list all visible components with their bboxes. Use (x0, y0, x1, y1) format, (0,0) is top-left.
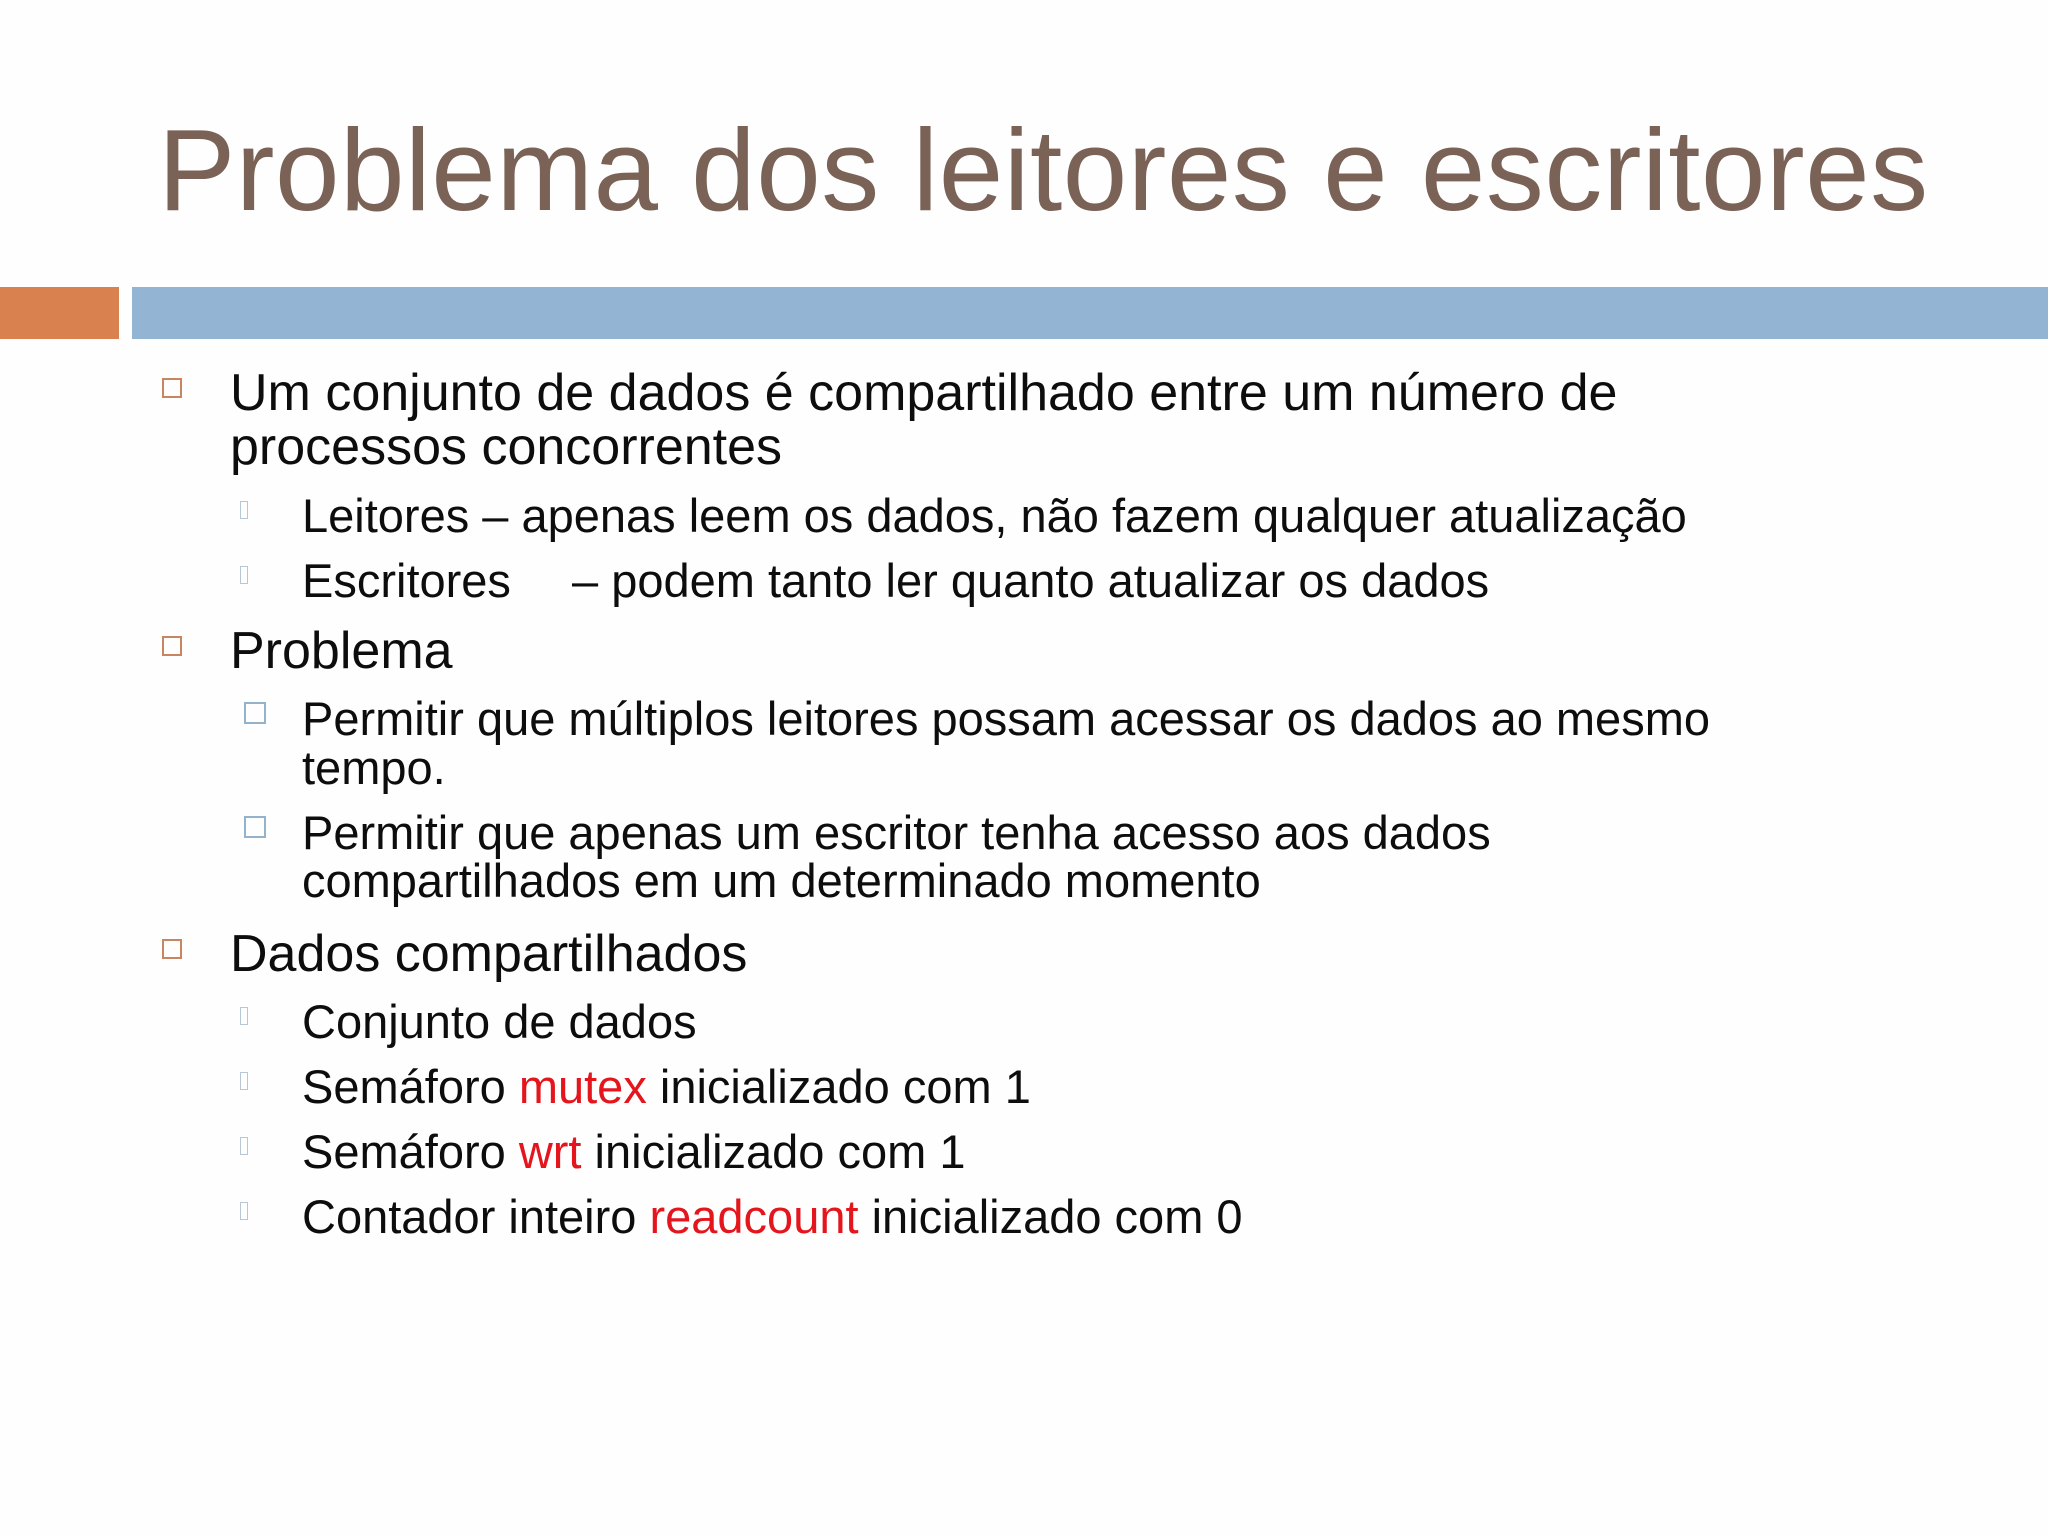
bullet-3-sub-1: Conjunto de dados (302, 995, 697, 1048)
text-segment: inicializado com 1 (581, 1125, 966, 1178)
bullet-2-sub-2-line-2: compartilhados em um determinado momento (302, 854, 1261, 907)
square-bullet-icon (244, 816, 266, 838)
square-bullet-icon (162, 636, 182, 656)
bullet-1-line-2: processos concorrentes (230, 418, 783, 476)
variable-wrt: wrt (518, 1125, 582, 1178)
bullet-3-sub-4 (302, 1192, 1243, 1241)
slide-title: Problema dos leitores e escritores (158, 105, 1929, 235)
bullet-2-sub-2-line-1: Permitir que apenas um escritor tenha acesso aos dados (302, 806, 1491, 859)
bullet-2-label: Problema (230, 622, 453, 680)
small-bullet-icon (240, 566, 248, 584)
accent-bar-blue (132, 287, 2048, 339)
text-segment: inicializado com 1 (646, 1060, 1031, 1113)
small-bullet-icon (240, 501, 248, 519)
text-segment: inicializado com 0 (858, 1190, 1243, 1243)
accent-bar-orange (0, 287, 119, 339)
text-segment: Semáforo (302, 1060, 519, 1113)
bullet-2-sub-1-line-2: tempo. (302, 741, 446, 794)
text-segment: Semáforo (302, 1125, 519, 1178)
text-segment: Contador inteiro (302, 1190, 650, 1243)
small-bullet-icon (240, 1202, 248, 1220)
bullet-3-sub-3 (302, 1127, 966, 1176)
bullet-1-sub-1: Leitores – apenas leem os dados, não fazem qualquer atualização (302, 489, 1687, 542)
small-bullet-icon (240, 1007, 248, 1025)
square-bullet-icon (162, 378, 182, 398)
square-bullet-icon (162, 939, 182, 959)
bullet-1-line-1: Um conjunto de dados é compartilhado entre um número de (230, 364, 1618, 422)
bullet-1-sub-2-label: Escritores (302, 554, 511, 607)
small-bullet-icon (240, 1072, 248, 1090)
small-bullet-icon (240, 1137, 248, 1155)
square-bullet-icon (244, 702, 266, 724)
bullet-2-sub-1-line-1: Permitir que múltiplos leitores possam acessar os dados ao mesmo (302, 692, 1710, 745)
bullet-1-sub-2-text: – podem tanto ler quanto atualizar os dados (572, 554, 1490, 607)
bullet-3-sub-2 (302, 1062, 1031, 1111)
variable-readcount: readcount (649, 1190, 859, 1243)
variable-mutex: mutex (518, 1060, 647, 1113)
bullet-3-label: Dados compartilhados (230, 925, 748, 983)
